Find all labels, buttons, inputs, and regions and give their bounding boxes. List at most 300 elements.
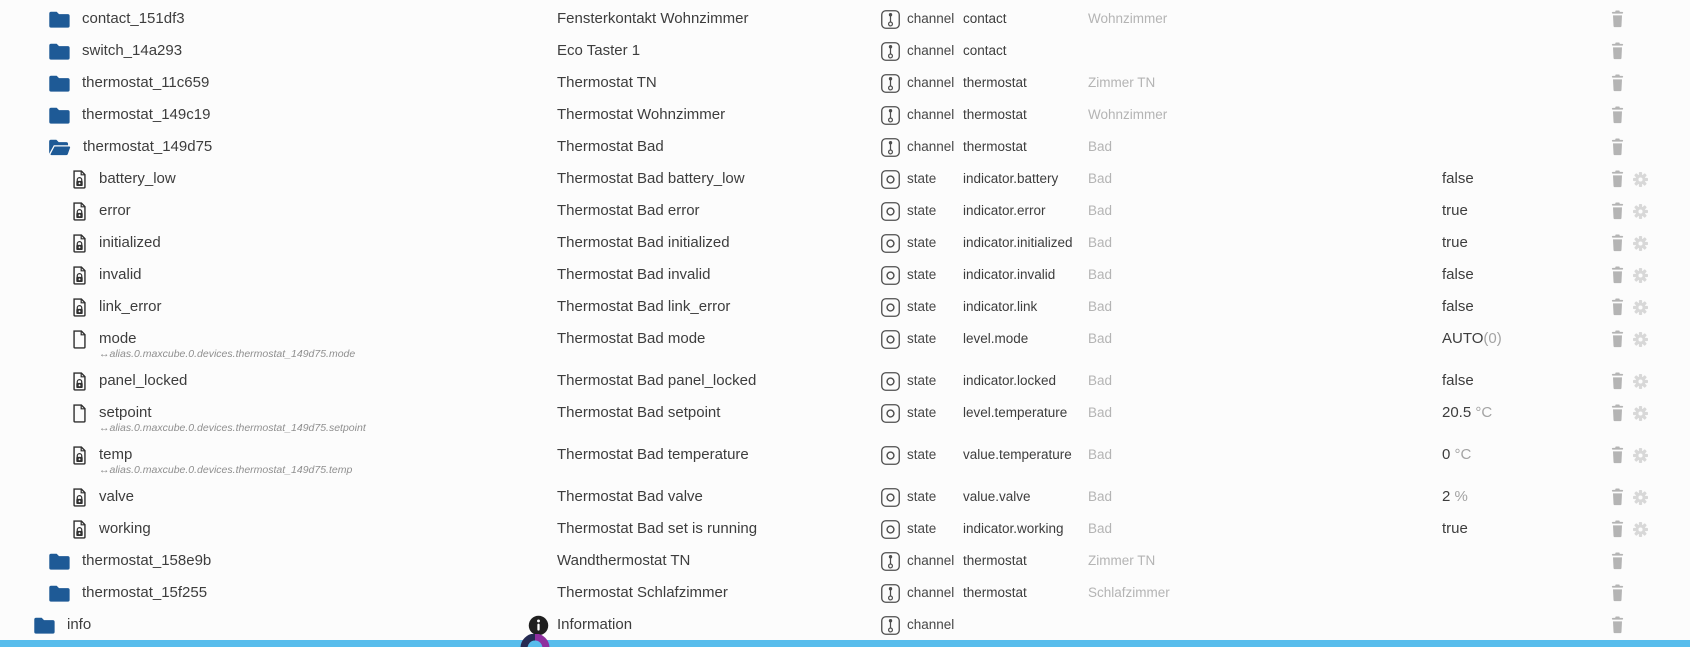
object-role: value.valve bbox=[963, 489, 1031, 504]
state-value: false bbox=[1442, 372, 1474, 389]
object-kind-cell bbox=[881, 513, 936, 545]
channel-icon bbox=[881, 138, 900, 157]
settings-button[interactable] bbox=[1632, 267, 1649, 284]
object-name: Thermostat Bad set is running bbox=[557, 520, 758, 537]
object-kind-label: channel bbox=[907, 75, 955, 90]
object-kind-label: state bbox=[907, 171, 937, 186]
object-name: Thermostat Bad invalid bbox=[557, 266, 711, 283]
settings-button[interactable] bbox=[1632, 331, 1649, 348]
gear-icon bbox=[1632, 405, 1649, 422]
object-name: Eco Taster 1 bbox=[557, 42, 641, 59]
folder-icon[interactable] bbox=[48, 545, 70, 577]
object-tree-cell bbox=[72, 195, 131, 227]
delete-button[interactable] bbox=[1610, 404, 1625, 422]
document-icon bbox=[72, 323, 87, 355]
object-role: indicator.battery bbox=[963, 171, 1059, 186]
object-name: Thermostat Bad panel_locked bbox=[557, 372, 757, 389]
object-tree-cell bbox=[48, 131, 212, 163]
object-name: Thermostat Schlafzimmer bbox=[557, 584, 728, 601]
row-actions bbox=[1610, 481, 1649, 513]
trash-icon bbox=[1610, 138, 1625, 156]
delete-button[interactable] bbox=[1610, 170, 1625, 188]
state-icon bbox=[881, 520, 900, 539]
delete-button[interactable] bbox=[1610, 42, 1625, 60]
state-value-cell bbox=[1442, 195, 1468, 227]
settings-button[interactable] bbox=[1632, 489, 1649, 506]
trash-icon bbox=[1610, 584, 1625, 602]
object-id bbox=[99, 439, 352, 476]
trash-icon bbox=[1610, 330, 1625, 348]
state-value-cell bbox=[1442, 513, 1468, 545]
object-role: indicator.link bbox=[963, 299, 1038, 314]
object-tree-cell bbox=[33, 609, 91, 641]
row-actions bbox=[1610, 35, 1649, 67]
object-id-label: contact_151df3 bbox=[82, 10, 185, 27]
object-id-label: mode bbox=[99, 330, 137, 347]
state-icon bbox=[881, 404, 900, 423]
trash-icon bbox=[1610, 266, 1625, 284]
tree-table-row[interactable] bbox=[0, 545, 1690, 577]
tree-table-row[interactable] bbox=[0, 163, 1690, 195]
object-id bbox=[99, 259, 142, 291]
object-room: Bad bbox=[1088, 447, 1113, 462]
object-tree-cell bbox=[48, 3, 185, 35]
state-icon bbox=[881, 202, 900, 221]
tree-table-row[interactable] bbox=[0, 67, 1690, 99]
gear-icon bbox=[1632, 489, 1649, 506]
object-tree-cell bbox=[72, 439, 353, 476]
object-id-label: invalid bbox=[99, 266, 142, 283]
state-value-cell bbox=[1442, 163, 1474, 195]
object-name: Thermostat Bad link_error bbox=[557, 298, 731, 315]
object-name: Thermostat TN bbox=[557, 74, 657, 91]
document-lock-icon bbox=[72, 259, 87, 291]
object-kind-label: state bbox=[907, 373, 937, 388]
tree-table-row[interactable] bbox=[0, 481, 1690, 513]
delete-button[interactable] bbox=[1610, 488, 1625, 506]
state-value-unit: % bbox=[1450, 488, 1468, 505]
channel-icon bbox=[881, 74, 900, 93]
state-value: false bbox=[1442, 170, 1474, 187]
trash-icon bbox=[1610, 616, 1625, 634]
trash-icon bbox=[1610, 106, 1625, 124]
object-tree-cell bbox=[48, 35, 182, 67]
state-value: true bbox=[1442, 520, 1468, 537]
object-id bbox=[99, 227, 161, 259]
object-kind-cell bbox=[881, 3, 954, 35]
row-actions bbox=[1610, 259, 1649, 291]
delete-button[interactable] bbox=[1610, 298, 1625, 316]
folder-icon[interactable] bbox=[33, 609, 55, 641]
trash-icon bbox=[1610, 298, 1625, 316]
object-room: Zimmer TN bbox=[1088, 553, 1156, 568]
object-kind-label: state bbox=[907, 299, 937, 314]
object-tree-cell bbox=[72, 513, 151, 545]
object-role: contact bbox=[963, 11, 1007, 26]
state-value-cell bbox=[1442, 259, 1474, 291]
object-room: Bad bbox=[1088, 267, 1113, 282]
folder-icon[interactable] bbox=[48, 35, 70, 67]
gear-icon bbox=[1632, 373, 1649, 390]
document-lock-icon bbox=[72, 227, 87, 259]
document-icon bbox=[72, 397, 87, 429]
state-icon bbox=[881, 298, 900, 317]
trash-icon bbox=[1610, 552, 1625, 570]
object-id-label: setpoint bbox=[99, 404, 152, 421]
settings-button[interactable] bbox=[1632, 203, 1649, 220]
alias-reference-label: ↔alias.0.maxcube.0.devices.thermostat_149d75.setpoint bbox=[99, 422, 366, 434]
object-role: indicator.invalid bbox=[963, 267, 1056, 282]
row-actions bbox=[1610, 99, 1649, 131]
row-actions bbox=[1610, 577, 1649, 609]
object-tree-cell bbox=[72, 481, 134, 513]
folder-icon[interactable] bbox=[48, 99, 70, 131]
tree-table-row[interactable] bbox=[0, 131, 1690, 163]
object-room: Zimmer TN bbox=[1088, 75, 1156, 90]
object-role: thermostat bbox=[963, 585, 1027, 600]
object-kind-label: channel bbox=[907, 107, 955, 122]
delete-button[interactable] bbox=[1610, 616, 1625, 634]
row-actions bbox=[1610, 323, 1649, 355]
object-name: Thermostat Bad temperature bbox=[557, 446, 749, 463]
object-room: Bad bbox=[1088, 171, 1113, 186]
object-kind-label: channel bbox=[907, 617, 955, 632]
state-value: false bbox=[1442, 298, 1474, 315]
settings-button[interactable] bbox=[1632, 447, 1649, 464]
object-kind-cell bbox=[881, 577, 954, 609]
object-room: Bad bbox=[1088, 139, 1113, 154]
object-kind-cell bbox=[881, 67, 954, 99]
state-value-unit: °C bbox=[1450, 446, 1472, 463]
row-actions bbox=[1610, 3, 1649, 35]
object-kind-cell bbox=[881, 227, 936, 259]
object-kind-cell bbox=[881, 609, 954, 641]
trash-icon bbox=[1610, 170, 1625, 188]
state-value-cell bbox=[1442, 323, 1502, 355]
state-value-unit: °C bbox=[1471, 404, 1493, 421]
tree-table-row[interactable] bbox=[0, 35, 1690, 67]
state-value-cell bbox=[1442, 365, 1474, 397]
document-lock-icon bbox=[72, 439, 87, 471]
object-role: contact bbox=[963, 43, 1007, 58]
delete-button[interactable] bbox=[1610, 330, 1625, 348]
object-kind-label: channel bbox=[907, 43, 955, 58]
tree-table-row[interactable] bbox=[0, 577, 1690, 609]
tree-table-row[interactable] bbox=[0, 99, 1690, 131]
object-name: Thermostat Bad error bbox=[557, 202, 700, 219]
state-value: AUTO bbox=[1442, 330, 1484, 347]
object-room: Bad bbox=[1088, 299, 1113, 314]
row-actions bbox=[1610, 513, 1649, 545]
object-id bbox=[99, 397, 366, 434]
object-kind-cell bbox=[881, 291, 936, 323]
delete-button[interactable] bbox=[1610, 372, 1625, 390]
settings-button[interactable] bbox=[1632, 171, 1649, 188]
object-kind-label: state bbox=[907, 521, 937, 536]
row-actions bbox=[1610, 227, 1649, 259]
settings-button[interactable] bbox=[1632, 405, 1649, 422]
object-name: Thermostat Bad bbox=[557, 138, 664, 155]
object-id-label: error bbox=[99, 202, 131, 219]
settings-button[interactable] bbox=[1632, 521, 1649, 538]
object-tree-cell bbox=[72, 163, 176, 195]
table-rows bbox=[0, 3, 1690, 641]
delete-button[interactable] bbox=[1610, 10, 1625, 28]
tree-table-row[interactable] bbox=[0, 291, 1690, 323]
object-name: Fensterkontakt Wohnzimmer bbox=[557, 10, 749, 27]
row-actions bbox=[1610, 545, 1649, 577]
channel-icon bbox=[881, 10, 900, 29]
delete-button[interactable] bbox=[1610, 446, 1625, 464]
object-kind-label: state bbox=[907, 235, 937, 250]
state-value-unit: (0) bbox=[1483, 330, 1502, 347]
object-id-label: battery_low bbox=[99, 170, 176, 187]
tree-table-row[interactable] bbox=[0, 397, 1690, 439]
object-kind-cell bbox=[881, 35, 954, 67]
state-value-cell bbox=[1442, 439, 1471, 471]
gear-icon bbox=[1632, 267, 1649, 284]
delete-button[interactable] bbox=[1610, 520, 1625, 538]
object-role: thermostat bbox=[963, 107, 1027, 122]
object-kind-cell bbox=[881, 195, 936, 227]
object-name: Thermostat Wohnzimmer bbox=[557, 106, 726, 123]
object-id-label: panel_locked bbox=[99, 372, 188, 389]
row-actions bbox=[1610, 131, 1649, 163]
object-kind-label: state bbox=[907, 267, 937, 282]
object-id bbox=[99, 195, 131, 227]
state-value: 20.5 bbox=[1442, 404, 1472, 421]
state-value-cell bbox=[1442, 397, 1492, 429]
state-value: 2 bbox=[1442, 488, 1451, 505]
object-tree-cell bbox=[72, 259, 142, 291]
row-actions bbox=[1610, 365, 1649, 397]
document-lock-icon bbox=[72, 513, 87, 545]
footer-bar bbox=[0, 640, 1690, 647]
object-role: level.mode bbox=[963, 331, 1029, 346]
row-actions bbox=[1610, 67, 1649, 99]
delete-button[interactable] bbox=[1610, 202, 1625, 220]
object-id bbox=[99, 291, 162, 323]
gear-icon bbox=[1632, 203, 1649, 220]
settings-button[interactable] bbox=[1632, 373, 1649, 390]
trash-icon bbox=[1610, 488, 1625, 506]
object-kind-label: state bbox=[907, 447, 937, 462]
gear-icon bbox=[1632, 235, 1649, 252]
gear-icon bbox=[1632, 521, 1649, 538]
object-id-label: working bbox=[99, 520, 151, 537]
object-id-label: switch_14a293 bbox=[82, 42, 183, 59]
object-id-label: thermostat_158e9b bbox=[82, 552, 212, 569]
object-kind-label: channel bbox=[907, 553, 955, 568]
settings-button[interactable] bbox=[1632, 235, 1649, 252]
object-id-label: valve bbox=[99, 488, 135, 505]
channel-icon bbox=[881, 106, 900, 125]
object-role: indicator.working bbox=[963, 521, 1064, 536]
state-icon bbox=[881, 266, 900, 285]
state-value-cell bbox=[1442, 227, 1468, 259]
folder-open-icon[interactable] bbox=[48, 131, 71, 163]
object-tree-cell bbox=[72, 365, 187, 397]
delete-button[interactable] bbox=[1610, 552, 1625, 570]
object-room: Bad bbox=[1088, 373, 1113, 388]
object-kind-label: state bbox=[907, 331, 937, 346]
object-tree-cell bbox=[72, 397, 366, 434]
state-value: true bbox=[1442, 202, 1468, 219]
document-lock-icon bbox=[72, 291, 87, 323]
object-room: Bad bbox=[1088, 235, 1113, 250]
object-role: thermostat bbox=[963, 75, 1027, 90]
object-role: thermostat bbox=[963, 553, 1027, 568]
object-tree-cell bbox=[48, 577, 207, 609]
document-lock-icon bbox=[72, 481, 87, 513]
row-actions bbox=[1610, 291, 1649, 323]
object-tree-cell bbox=[72, 227, 161, 259]
object-kind-cell bbox=[881, 163, 936, 195]
iobroker-logo bbox=[520, 634, 550, 647]
tree-table-row[interactable] bbox=[0, 513, 1690, 545]
delete-button[interactable] bbox=[1610, 138, 1625, 156]
state-value: 0 bbox=[1442, 446, 1451, 463]
alias-reference-label: ↔alias.0.maxcube.0.devices.thermostat_149d75.mode bbox=[99, 348, 356, 360]
object-tree-cell bbox=[48, 545, 211, 577]
folder-icon[interactable] bbox=[48, 577, 70, 609]
folder-icon[interactable] bbox=[48, 3, 70, 35]
object-id bbox=[99, 323, 355, 360]
object-tree-cell bbox=[72, 323, 356, 360]
gear-icon bbox=[1632, 299, 1649, 316]
object-name: Thermostat Bad setpoint bbox=[557, 404, 721, 421]
state-icon bbox=[881, 234, 900, 253]
row-actions bbox=[1610, 609, 1649, 641]
object-id bbox=[82, 67, 209, 99]
object-room: Wohnzimmer bbox=[1088, 107, 1168, 122]
object-kind-cell bbox=[881, 439, 936, 471]
object-id bbox=[83, 131, 212, 163]
channel-icon bbox=[881, 616, 900, 635]
trash-icon bbox=[1610, 202, 1625, 220]
object-room: Bad bbox=[1088, 405, 1113, 420]
trash-icon bbox=[1610, 372, 1625, 390]
object-name: Thermostat Bad initialized bbox=[557, 234, 730, 251]
trash-icon bbox=[1610, 404, 1625, 422]
object-id-label: thermostat_15f255 bbox=[82, 584, 208, 601]
object-id bbox=[99, 513, 151, 545]
object-kind-cell bbox=[881, 397, 936, 429]
object-role: level.temperature bbox=[963, 405, 1068, 420]
trash-icon bbox=[1610, 10, 1625, 28]
object-kind-cell bbox=[881, 481, 936, 513]
object-role: indicator.initialized bbox=[963, 235, 1073, 250]
object-id bbox=[99, 163, 176, 195]
trash-icon bbox=[1610, 234, 1625, 252]
state-value-cell bbox=[1442, 481, 1468, 513]
document-lock-icon bbox=[72, 195, 87, 227]
object-kind-cell bbox=[881, 99, 954, 131]
object-room: Schlafzimmer bbox=[1088, 585, 1170, 600]
object-id-label: thermostat_11c659 bbox=[82, 74, 210, 91]
object-id bbox=[82, 577, 207, 609]
object-name: Thermostat Bad battery_low bbox=[557, 170, 745, 187]
channel-icon bbox=[881, 42, 900, 61]
document-lock-icon bbox=[72, 365, 87, 397]
object-role: value.temperature bbox=[963, 447, 1072, 462]
object-id bbox=[67, 609, 91, 641]
delete-button[interactable] bbox=[1610, 74, 1625, 92]
trash-icon bbox=[1610, 74, 1625, 92]
object-tree-cell bbox=[48, 99, 210, 131]
object-kind-cell bbox=[881, 259, 936, 291]
object-kind-label: channel bbox=[907, 139, 955, 154]
channel-icon bbox=[881, 584, 900, 603]
gear-icon bbox=[1632, 331, 1649, 348]
object-kind-label: state bbox=[907, 405, 937, 420]
object-id-label: temp bbox=[99, 446, 133, 463]
object-id-label: thermostat_149d75 bbox=[83, 138, 213, 155]
delete-button[interactable] bbox=[1610, 234, 1625, 252]
settings-button[interactable] bbox=[1632, 299, 1649, 316]
object-room: Bad bbox=[1088, 489, 1113, 504]
object-name: Wandthermostat TN bbox=[557, 552, 691, 569]
tree-table-row[interactable] bbox=[0, 259, 1690, 291]
row-actions bbox=[1610, 439, 1649, 471]
trash-icon bbox=[1610, 446, 1625, 464]
tree-table-row[interactable] bbox=[0, 609, 1690, 641]
state-value-cell bbox=[1442, 291, 1474, 323]
tree-table-row[interactable] bbox=[0, 365, 1690, 397]
state-icon bbox=[881, 330, 900, 349]
object-kind-label: channel bbox=[907, 11, 955, 26]
channel-icon bbox=[881, 552, 900, 571]
object-tree-cell bbox=[72, 291, 162, 323]
object-room: Bad bbox=[1088, 521, 1113, 536]
state-icon bbox=[881, 372, 900, 391]
alias-reference-label: ↔alias.0.maxcube.0.devices.thermostat_149d75.temp bbox=[99, 464, 353, 476]
object-kind-label: channel bbox=[907, 585, 955, 600]
object-id-label: link_error bbox=[99, 298, 162, 315]
object-id bbox=[82, 35, 182, 67]
delete-button[interactable] bbox=[1610, 266, 1625, 284]
object-room: Wohnzimmer bbox=[1088, 11, 1168, 26]
row-actions bbox=[1610, 163, 1649, 195]
state-value: false bbox=[1442, 266, 1474, 283]
folder-icon[interactable] bbox=[48, 67, 70, 99]
object-kind-cell bbox=[881, 131, 954, 163]
object-kind-label: state bbox=[907, 203, 937, 218]
tree-table-row[interactable] bbox=[0, 3, 1690, 35]
tree-table-row[interactable] bbox=[0, 439, 1690, 481]
object-role: indicator.locked bbox=[963, 373, 1057, 388]
delete-button[interactable] bbox=[1610, 106, 1625, 124]
state-icon bbox=[881, 488, 900, 507]
tree-table-row[interactable] bbox=[0, 195, 1690, 227]
state-value: true bbox=[1442, 234, 1468, 251]
trash-icon bbox=[1610, 42, 1625, 60]
object-role: thermostat bbox=[963, 139, 1027, 154]
document-lock-icon bbox=[72, 163, 87, 195]
object-room: Bad bbox=[1088, 331, 1113, 346]
delete-button[interactable] bbox=[1610, 584, 1625, 602]
row-actions bbox=[1610, 195, 1649, 227]
object-id bbox=[82, 545, 211, 577]
object-id bbox=[82, 3, 185, 35]
object-id bbox=[99, 365, 187, 397]
gear-icon bbox=[1632, 447, 1649, 464]
tree-table-row[interactable] bbox=[0, 323, 1690, 365]
object-name: Thermostat Bad valve bbox=[557, 488, 703, 505]
tree-table-row[interactable] bbox=[0, 227, 1690, 259]
gear-icon bbox=[1632, 171, 1649, 188]
object-id-label: thermostat_149c19 bbox=[82, 106, 211, 123]
